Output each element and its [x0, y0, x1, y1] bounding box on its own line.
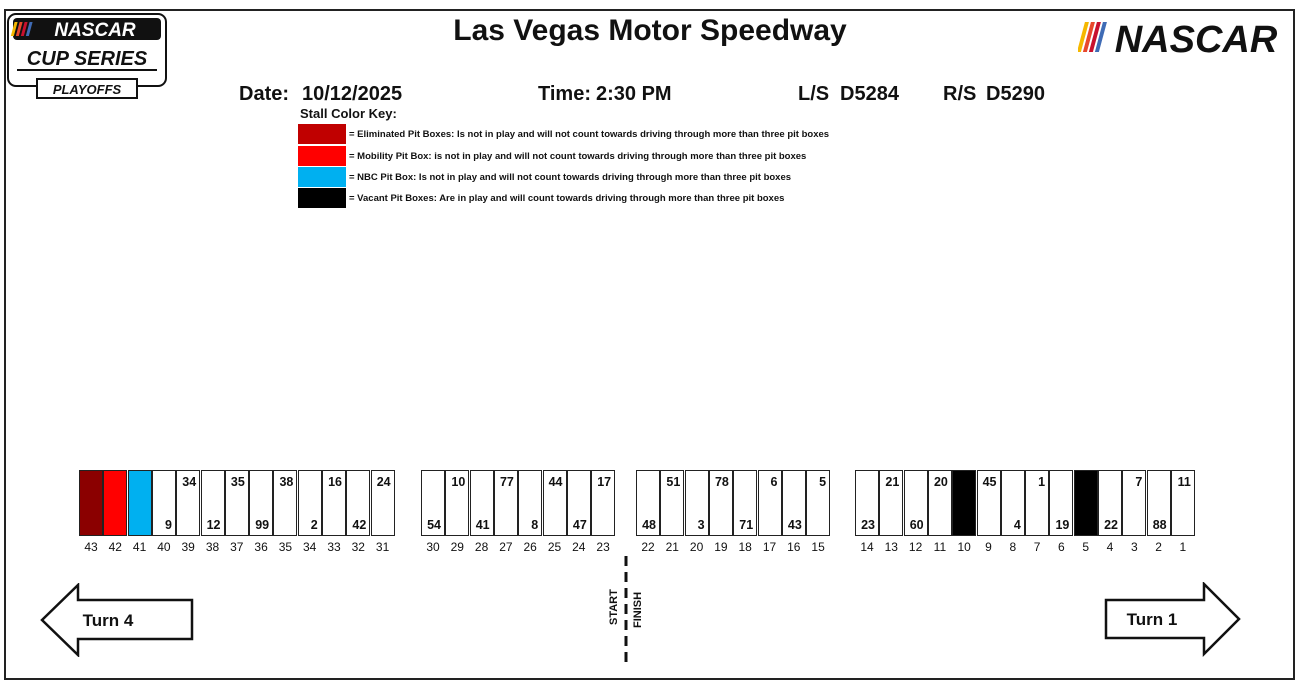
- pit-box-number: 27: [499, 540, 513, 554]
- pit-box-number: 4: [1106, 540, 1114, 554]
- nascar-logo: [1078, 18, 1288, 58]
- pit-box-stall: [152, 470, 176, 536]
- car-number: 44: [548, 475, 563, 489]
- svg-text:CUP SERIES: CUP SERIES: [26, 48, 148, 70]
- car-number: 88: [1152, 518, 1167, 532]
- key-swatch-nbc: [298, 167, 346, 187]
- pit-box-number: 22: [641, 540, 655, 554]
- pit-box-stall: [1098, 470, 1122, 536]
- rs-value: D5290: [986, 83, 1045, 105]
- pit-box-number: 3: [1130, 540, 1138, 554]
- stall-color-key-title: Stall Color Key:: [300, 106, 397, 121]
- pit-box-number: 38: [205, 540, 220, 554]
- car-number: 11: [1177, 475, 1191, 489]
- car-number: 1: [1038, 475, 1046, 489]
- pit-box-stall: [273, 470, 297, 536]
- pit-box-stall: [494, 470, 518, 536]
- pit-box-number: 8: [1009, 540, 1017, 554]
- pit-box-number: 36: [254, 540, 268, 554]
- pit-box-stall: [855, 470, 879, 536]
- pit-box-stall: [1001, 470, 1025, 536]
- pit-box-stall: [1074, 470, 1098, 536]
- finish-label: FINISH: [632, 591, 644, 628]
- key-swatch-eliminated: [298, 124, 346, 144]
- car-number: 42: [352, 518, 367, 532]
- pit-box-number: 11: [933, 540, 947, 554]
- pit-box-stall: [636, 470, 660, 536]
- time-label: Time:: [538, 83, 591, 105]
- pit-box-number: 26: [523, 540, 537, 554]
- pit-box-stall: [421, 470, 445, 536]
- key-text-nbc: = NBC Pit Box: Is not in play and will not count towards driving through more than three pit boxes: [349, 171, 792, 183]
- pit-box-stall: [1171, 470, 1195, 536]
- pit-box-number: 1: [1179, 540, 1187, 554]
- date-value: 10/12/2025: [302, 83, 403, 105]
- pit-box-stall: [1147, 470, 1171, 536]
- pit-box-number: 9: [985, 540, 992, 554]
- time-value: 2:30 PM: [596, 83, 672, 105]
- key-text-vacant: = Vacant Pit Boxes: Are in play and will count towards driving through more than three pit boxes: [349, 192, 785, 204]
- key-swatch-mobility: [298, 146, 346, 166]
- pit-box-number: 14: [860, 540, 874, 554]
- pit-box-number: 24: [572, 540, 586, 554]
- key-row-nbc: [298, 167, 791, 187]
- key-row-mobility: [298, 146, 806, 166]
- pit-box-stall: [660, 470, 684, 536]
- pit-box-number: 30: [426, 540, 440, 554]
- pit-box-number: 18: [738, 540, 752, 554]
- pit-box-number: 6: [1058, 540, 1065, 554]
- car-number: 22: [1104, 518, 1118, 532]
- pit-box-number: 33: [327, 540, 341, 554]
- pit-box-number: 28: [474, 540, 489, 554]
- car-number: 21: [885, 475, 900, 489]
- ls-label: L/S: [798, 83, 830, 105]
- car-number: 24: [376, 475, 391, 489]
- car-number: 19: [1055, 518, 1070, 532]
- pit-box-number: 25: [547, 540, 562, 554]
- car-number: 3: [697, 518, 705, 532]
- pit-box-number: 21: [665, 540, 679, 554]
- date-label: Date:: [239, 83, 290, 105]
- pit-box-stall: [176, 470, 200, 536]
- svg-text:NASCAR: NASCAR: [54, 20, 136, 41]
- car-number: 47: [572, 518, 587, 532]
- pit-box-stall: [518, 470, 542, 536]
- rs-label: R/S: [943, 83, 977, 105]
- car-number: 9: [164, 518, 172, 532]
- car-number: 5: [819, 475, 827, 489]
- pit-box-number: 34: [303, 540, 317, 554]
- pit-box-stall: [543, 470, 567, 536]
- pit-box-stall: [904, 470, 928, 536]
- pit-box-number: 2: [1155, 540, 1162, 554]
- car-number: 10: [451, 475, 466, 489]
- pit-box-number: 35: [278, 540, 293, 554]
- pit-box-stall: [225, 470, 249, 536]
- pit-box-number: 40: [157, 540, 171, 554]
- svg-text:PLAYOFFS: PLAYOFFS: [52, 82, 122, 97]
- pit-box-stall: [567, 470, 591, 536]
- pit-box-stall: [201, 470, 225, 536]
- pit-box-stall: [322, 470, 346, 536]
- car-number: 23: [861, 518, 875, 532]
- pit-box-stall: [371, 470, 395, 536]
- pit-box-stall: [470, 470, 494, 536]
- car-number: 51: [666, 475, 681, 489]
- car-number: 17: [597, 475, 612, 489]
- pit-box-number: 31: [375, 540, 390, 554]
- turn-1-label: Turn 1: [1126, 610, 1178, 629]
- key-swatch-vacant: [298, 188, 346, 208]
- ls-value: D5284: [840, 83, 899, 105]
- car-number: 43: [787, 518, 802, 532]
- pit-box-stall: [928, 470, 952, 536]
- pit-box-stall: [103, 470, 127, 536]
- pit-box-number: 16: [787, 540, 801, 554]
- start-label: START: [608, 589, 620, 625]
- pit-box-number: 23: [596, 540, 610, 554]
- pit-box-stall: [79, 470, 103, 536]
- car-number: 48: [642, 518, 656, 532]
- pit-box-number: 37: [230, 540, 244, 554]
- pit-box-stall: [709, 470, 733, 536]
- pit-box-number: 5: [1082, 540, 1090, 554]
- pit-box-stall: [1025, 470, 1049, 536]
- pit-box-stall: [591, 470, 615, 536]
- page-frame: [4, 9, 1295, 680]
- car-number: 41: [475, 518, 490, 532]
- pit-box-number: 13: [884, 540, 898, 554]
- pit-box-stall: [346, 470, 370, 536]
- car-number: 8: [531, 518, 539, 532]
- pit-box-stall: [977, 470, 1001, 536]
- pit-box-number: 42: [108, 540, 122, 554]
- turn-4-arrow: [40, 583, 196, 657]
- pit-box-stall: [298, 470, 322, 536]
- car-number: 4: [1013, 518, 1021, 532]
- pit-box-number: 15: [811, 540, 825, 554]
- pit-box-stall: [733, 470, 757, 536]
- pit-box-stall: [128, 470, 152, 536]
- car-number: 35: [230, 475, 245, 489]
- pit-box-stall: [952, 470, 976, 536]
- pit-box-stall: [1122, 470, 1146, 536]
- pit-box-number: 12: [908, 540, 923, 554]
- start-finish-line: [620, 556, 632, 662]
- key-text-mobility: = Mobility Pit Box: is not in play and will not count towards driving through more than three pit boxes: [349, 150, 807, 162]
- pit-box-stall: [1049, 470, 1073, 536]
- car-number: 38: [279, 475, 294, 489]
- pit-box-number: 20: [689, 540, 704, 554]
- key-row-eliminated: [298, 124, 829, 144]
- car-number: 77: [499, 475, 514, 489]
- pit-box-number: 29: [450, 540, 464, 554]
- pit-box-stall: [806, 470, 830, 536]
- car-number: 99: [255, 518, 270, 532]
- car-number: 16: [328, 475, 342, 489]
- pit-box-number: 10: [957, 540, 971, 554]
- pit-box-stall: [758, 470, 782, 536]
- car-number: 6: [770, 475, 778, 489]
- car-number: 20: [933, 475, 948, 489]
- key-text-eliminated: = Eliminated Pit Boxes: Is not in play and will not count towards driving through more than three pit boxes: [349, 128, 830, 140]
- car-number: 78: [714, 475, 729, 489]
- turn-4-label: Turn 4: [82, 611, 134, 630]
- svg-text:NASCAR: NASCAR: [1114, 19, 1278, 58]
- pit-box-number: 32: [351, 540, 365, 554]
- pit-box-number: 17: [762, 540, 777, 554]
- page-title: Las Vegas Motor Speedway: [453, 14, 847, 47]
- car-number: 2: [310, 518, 318, 532]
- pit-box-stall: [445, 470, 469, 536]
- car-number: 7: [1135, 475, 1143, 489]
- pit-box-stall: [685, 470, 709, 536]
- car-number: 60: [909, 518, 924, 532]
- key-row-vacant: [298, 188, 784, 208]
- pit-box-stall: [879, 470, 903, 536]
- pit-box-number: 7: [1033, 540, 1041, 554]
- car-number: 71: [739, 518, 754, 532]
- pit-box-number: 39: [181, 540, 195, 554]
- car-number: 12: [206, 518, 221, 532]
- pit-box-number: 43: [84, 540, 98, 554]
- pit-box-stall: [249, 470, 273, 536]
- car-number: 45: [982, 475, 997, 489]
- car-number: 34: [182, 475, 197, 489]
- car-number: 54: [427, 518, 441, 532]
- pit-box-number: 41: [132, 540, 147, 554]
- pit-box-number: 19: [714, 540, 728, 554]
- turn-1-arrow: [1104, 582, 1242, 658]
- pit-box-stall: [782, 470, 806, 536]
